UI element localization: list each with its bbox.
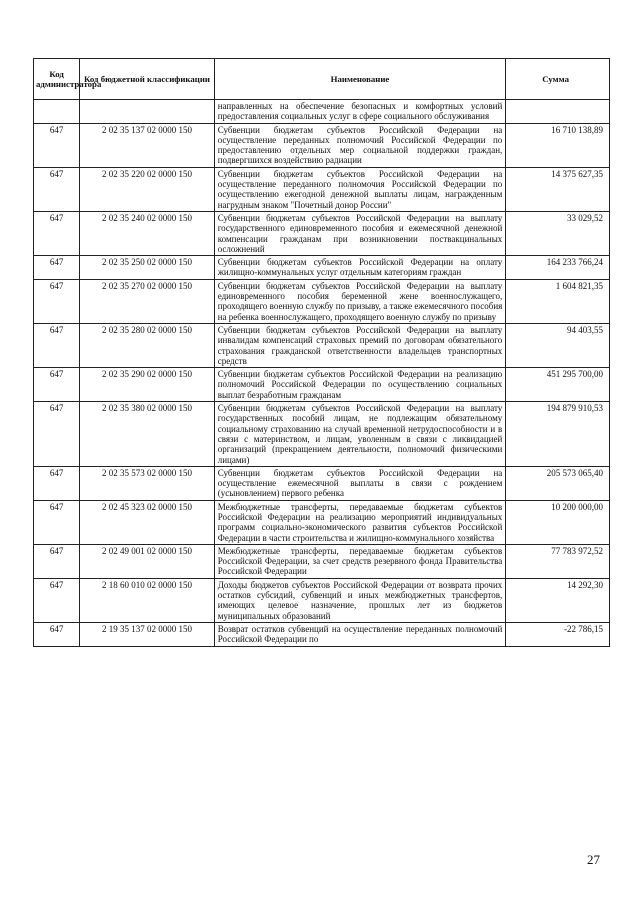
- header-budget-code: Код бюджетной классификации: [80, 59, 215, 100]
- sum-cell: 94 403,55: [506, 323, 610, 367]
- admin-code-cell: 647: [34, 323, 80, 367]
- header-sum: Сумма: [506, 59, 610, 100]
- admin-code-cell: 647: [34, 211, 80, 255]
- budget-code-cell: 2 02 35 270 02 0000 150: [80, 279, 215, 323]
- sum-cell: 451 295 700,00: [506, 368, 610, 402]
- budget-code-cell: 2 02 35 380 02 0000 150: [80, 402, 215, 467]
- budget-code-cell: 2 02 35 280 02 0000 150: [80, 323, 215, 367]
- header-name: Наименование: [214, 59, 506, 100]
- sum-cell: -22 786,15: [506, 622, 610, 646]
- header-admin-code: Код администратора: [34, 59, 80, 100]
- budget-code-cell: 2 02 45 323 02 0000 150: [80, 500, 215, 544]
- table-row: [34, 544, 610, 578]
- sum-cell: 14 375 627,35: [506, 167, 610, 211]
- name-cell: Субвенции бюджетам субъектов Российской Федерации на осуществление переданных полномочий Российской Федерации по предоставлению отдельных мер социальной поддержки граждан, подвергшихся воздействию радиации: [214, 123, 506, 167]
- table-header: [34, 59, 610, 100]
- document-page: [33, 58, 610, 647]
- table-row: [34, 402, 610, 467]
- name-cell: Субвенции бюджетам субъектов Российской Федерации на выплату государственных пособий лицам, не подлежащим обязательному социальному страхованию на случай временной нетрудоспособности и в связи с материнством, и лицам, уволенным в связи с ликвидацией организаций (прекращением деятельности, полномочий физическими лицами): [214, 402, 506, 467]
- admin-code-cell: 647: [34, 167, 80, 211]
- table-row: [34, 211, 610, 255]
- sum-cell: 33 029,52: [506, 211, 610, 255]
- name-cell: Субвенции бюджетам субъектов Российской Федерации на выплату государственного единовременного пособия и ежемесячной денежной компенсации гражданам при возникновении поствакцинальных осложнений: [214, 211, 506, 255]
- sum-cell: 14 292,30: [506, 578, 610, 622]
- table-body: [34, 100, 610, 647]
- sum-cell: [506, 100, 610, 124]
- name-cell: Субвенции бюджетам субъектов Российской Федерации на осуществление ежемесячной выплаты в связи с рождением (усыновлением) первого ребенка: [214, 466, 506, 500]
- admin-code-cell: 647: [34, 544, 80, 578]
- budget-code-cell: 2 02 35 250 02 0000 150: [80, 256, 215, 280]
- table-row: [34, 500, 610, 544]
- admin-code-cell: 647: [34, 368, 80, 402]
- name-cell: Межбюджетные трансферты, передаваемые бюджетам субъектов Российской Федерации на реализацию мероприятий индивидуальных программ социально-экономического развития субъектов Российской Федерации в части строительства и жилищно-коммунального хозяйства: [214, 500, 506, 544]
- name-cell: Субвенции бюджетам субъектов Российской Федерации на выплату инвалидам компенсаций страховых премий по договорам обязательного страхования гражданской ответственности владельцев транспортных средств: [214, 323, 506, 367]
- budget-code-cell: 2 19 35 137 02 0000 150: [80, 622, 215, 646]
- table-row: [34, 100, 610, 124]
- table-row: [34, 622, 610, 646]
- table-row: [34, 578, 610, 622]
- budget-table: [33, 58, 610, 647]
- name-cell: Доходы бюджетов субъектов Российской Федерации от возврата прочих остатков субсидий, субвенций и иных межбюджетных трансфертов, имеющих целевое назначение, прошлых лет из бюджетов муниципальных образований: [214, 578, 506, 622]
- table-row: [34, 279, 610, 323]
- name-cell: Субвенции бюджетам субъектов Российской Федерации на оплату жилищно-коммунальных услуг отдельным категориям граждан: [214, 256, 506, 280]
- sum-cell: 10 200 000,00: [506, 500, 610, 544]
- name-cell: Субвенции бюджетам субъектов Российской Федерации на реализацию полномочий Российской Федерации по осуществлению социальных выплат безработным гражданам: [214, 368, 506, 402]
- admin-code-cell: 647: [34, 279, 80, 323]
- name-cell: Межбюджетные трансферты, передаваемые бюджетам субъектов Российской Федерации, за счет средств резервного фонда Правительства Российской Федерации: [214, 544, 506, 578]
- budget-code-cell: 2 02 35 290 02 0000 150: [80, 368, 215, 402]
- sum-cell: 16 710 138,89: [506, 123, 610, 167]
- admin-code-cell: 647: [34, 466, 80, 500]
- name-cell: Субвенции бюджетам субъектов Российской Федерации на выплату единовременного пособия беременной жене военнослужащего, проходящего военную службу по призыву, а также ежемесячного пособия на ребенка военнослужащего, проходящего военную службу по призыву: [214, 279, 506, 323]
- sum-cell: 1 604 821,35: [506, 279, 610, 323]
- table-row: [34, 466, 610, 500]
- table-row: [34, 167, 610, 211]
- admin-code-cell: 647: [34, 402, 80, 467]
- admin-code-cell: 647: [34, 578, 80, 622]
- table-row: [34, 323, 610, 367]
- table-row: [34, 256, 610, 280]
- table-row: [34, 368, 610, 402]
- admin-code-cell: 647: [34, 123, 80, 167]
- admin-code-cell: 647: [34, 500, 80, 544]
- admin-code-cell: [34, 100, 80, 124]
- table-row: [34, 123, 610, 167]
- budget-code-cell: 2 02 35 137 02 0000 150: [80, 123, 215, 167]
- budget-code-cell: [80, 100, 215, 124]
- budget-code-cell: 2 02 35 220 02 0000 150: [80, 167, 215, 211]
- name-cell: направленных на обеспечение безопасных и комфортных условий предоставления социальных услуг в сфере социального обслуживания: [214, 100, 506, 124]
- admin-code-cell: 647: [34, 622, 80, 646]
- sum-cell: 194 879 910,53: [506, 402, 610, 467]
- sum-cell: 164 233 766,24: [506, 256, 610, 280]
- budget-code-cell: 2 02 49 001 02 0000 150: [80, 544, 215, 578]
- name-cell: Возврат остатков субвенций на осуществление переданных полномочий Российской Федерации по: [214, 622, 506, 646]
- budget-code-cell: 2 02 35 573 02 0000 150: [80, 466, 215, 500]
- admin-code-cell: 647: [34, 256, 80, 280]
- budget-code-cell: 2 02 35 240 02 0000 150: [80, 211, 215, 255]
- name-cell: Субвенции бюджетам субъектов Российской Федерации на осуществление переданного полномочия Российской Федерации по осуществлению ежегодной денежной выплаты лицам, награжденным нагрудным знаком "Почетный донор России": [214, 167, 506, 211]
- page-number: 27: [587, 852, 600, 867]
- sum-cell: 205 573 065,40: [506, 466, 610, 500]
- sum-cell: 77 783 972,52: [506, 544, 610, 578]
- budget-code-cell: 2 18 60 010 02 0000 150: [80, 578, 215, 622]
